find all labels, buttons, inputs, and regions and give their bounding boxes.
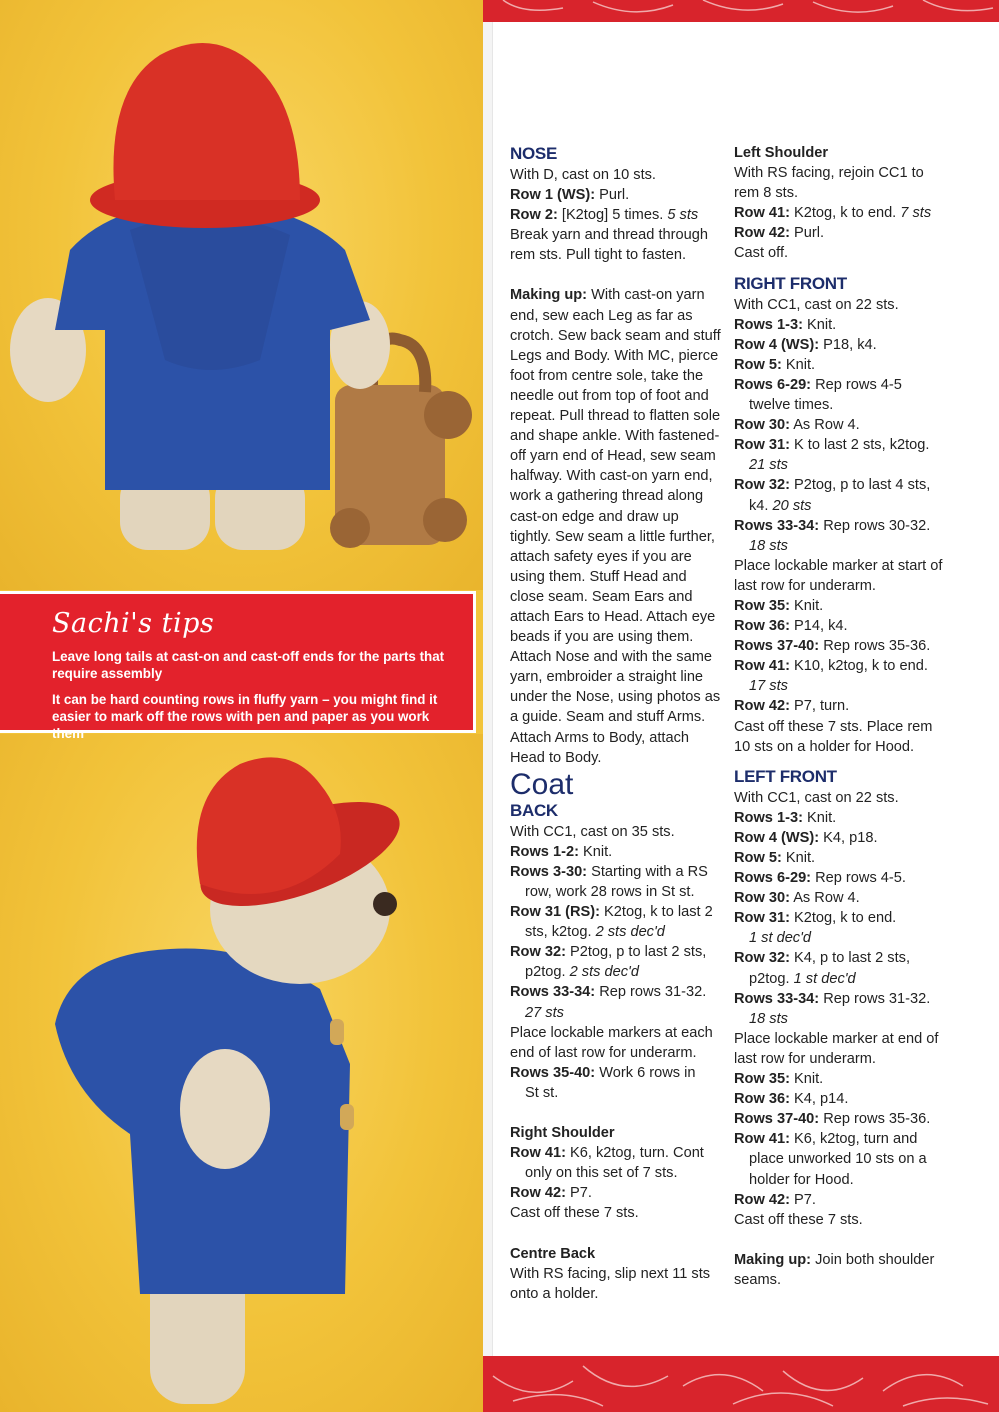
instruction <box>510 185 722 205</box>
row-label: Row 30: <box>734 890 790 907</box>
row-text: K10, k2tog, k to end. <box>789 658 928 675</box>
row-label: Rows 33-34: <box>734 517 820 534</box>
instruction <box>734 636 946 656</box>
row-label: Row 35: <box>734 597 790 614</box>
instruction <box>734 475 946 495</box>
instruction-cont <box>734 928 946 948</box>
instruction <box>734 1129 946 1149</box>
row-label: Row 36: <box>734 618 790 635</box>
instruction <box>734 415 946 435</box>
tip-item: It can be hard counting rows in fluffy yarn – you might find it easier to mark off the rows with pen and paper as you work them <box>52 692 438 741</box>
stitch-count: 18 sts <box>749 537 788 554</box>
instruction-cont: place unworked 10 sts on a holder for Hood. <box>749 1151 927 1188</box>
row-text: Starting with a RS <box>587 863 708 880</box>
row-label: Row 31: <box>734 910 790 927</box>
row-text: With cast-on yarn end, sew each Leg as far as crotch. Sew back seam and stuff Legs and Body. With MC, pierce foot from centre sole, take the needle out from top of foot and repeat. Pull thread to flatten sole and shape ankle. With fastened-off yarn end of Head, sew seam halfway. With cast-on yarn end, work a gathering thread along cast-on edge and draw up tightly. Sew seam a little further, attach safety eyes if you are using them. Stuff Head and close seam. Seam Ears and attach Ears to Head. Attach eye beads if you are using them. Attach Nose and with the same yarn, embroider a straight line under the Nose, using photos as a guide. Seam and stuff Arms. Attach Arms to Body, attach Head to Body. <box>510 287 721 766</box>
row-label: Row 41: <box>510 1145 566 1162</box>
row-text: P2tog, p to last 2 sts, <box>565 944 707 961</box>
row-text: Purl. <box>789 225 825 242</box>
row-label: Rows 1-2: <box>510 843 579 860</box>
instruction-cont: twelve times. <box>749 397 834 414</box>
row-label: Row 32: <box>510 944 566 961</box>
row-label: Row 31 (RS): <box>510 904 600 921</box>
instruction-cont <box>734 676 946 696</box>
stitch-count: 27 sts <box>525 1004 564 1021</box>
stitch-count: 18 sts <box>749 1010 788 1027</box>
row-label: Making up: <box>510 287 588 304</box>
instruction-cont <box>734 455 946 475</box>
row-text: Rep rows 31-32. <box>819 990 931 1007</box>
stitch-count: 17 sts <box>749 678 788 695</box>
instruction-cont <box>510 1003 722 1023</box>
instruction-cont <box>734 969 946 989</box>
row-label: Row 1 (WS): <box>510 187 596 204</box>
instruction: Place lockable markers at each end of last row for underarm. <box>510 1024 713 1061</box>
instruction <box>734 1069 946 1089</box>
row-label: Rows 3-30: <box>510 863 588 880</box>
pattern-column-2 <box>734 143 946 1290</box>
instruction <box>734 848 946 868</box>
instruction-cont: only on this set of 7 sts. <box>525 1165 678 1182</box>
row-text: P7. <box>789 1191 816 1208</box>
instruction-cont <box>510 962 722 982</box>
instruction <box>734 596 946 616</box>
row-label: Row 42: <box>734 698 790 715</box>
row-label: Row 36: <box>734 1091 790 1108</box>
instruction <box>734 435 946 455</box>
instruction <box>510 842 722 862</box>
row-label: Row 32: <box>734 950 790 967</box>
row-text: K4, p to last 2 sts, <box>789 950 911 967</box>
instruction <box>510 1183 722 1203</box>
instruction <box>734 989 946 1009</box>
page-gutter <box>483 0 493 1412</box>
row-label: Row 35: <box>734 1071 790 1088</box>
row-text: Knit. <box>781 356 816 373</box>
row-label: Row 5: <box>734 356 782 373</box>
instruction <box>734 1109 946 1129</box>
row-label: Rows 33-34: <box>734 990 820 1007</box>
instruction: Place lockable marker at start of last row for underarm. <box>734 557 943 594</box>
instruction <box>734 868 946 888</box>
row-text: [K2tog] 5 times. <box>557 207 668 224</box>
row-text: Rep rows 35-36. <box>819 1111 931 1128</box>
row-text: Rep rows 35-36. <box>819 638 931 655</box>
decorative-band-bottom <box>483 1356 999 1412</box>
row-label: Row 4 (WS): <box>734 829 820 846</box>
row-text: P18, k4. <box>819 336 877 353</box>
instruction <box>734 1190 946 1210</box>
instruction-cont <box>734 1009 946 1029</box>
instruction: With CC1, cast on 35 sts. <box>510 823 675 840</box>
row-text: As Row 4. <box>789 417 860 434</box>
instruction: With CC1, cast on 22 sts. <box>734 296 899 313</box>
instruction: Cast off these 7 sts. <box>734 1211 863 1228</box>
instruction <box>510 862 722 882</box>
row-label: Rows 1-3: <box>734 809 803 826</box>
instruction: Cast off these 7 sts. <box>510 1205 639 1222</box>
instruction: With CC1, cast on 22 sts. <box>734 789 899 806</box>
tips-box <box>0 591 476 741</box>
heading-left-shoulder: Left Shoulder <box>734 145 829 161</box>
row-text: Rep rows 4-5. <box>811 870 906 887</box>
row-text: Join both shoulder seams. <box>734 1251 935 1288</box>
tip-item: Leave long tails at cast-on and cast-off ends for the parts that require assembly <box>52 649 445 681</box>
stitch-count: 5 sts <box>667 207 699 224</box>
row-text: sts, k2tog. <box>525 924 596 941</box>
row-text: P2tog, p to last 4 sts, <box>789 477 931 494</box>
row-text: Knit. <box>802 809 837 826</box>
instruction: With RS facing, slip next 11 sts onto a holder. <box>510 1265 711 1302</box>
bear-side-photo <box>0 734 490 1412</box>
instruction: Cast off these 7 sts. Place rem 10 sts on a holder for Hood. <box>734 718 933 755</box>
instruction <box>734 315 946 335</box>
heading-nose: NOSE <box>510 144 557 163</box>
row-text: Knit. <box>781 850 816 866</box>
instruction <box>734 203 946 223</box>
instruction-cont <box>734 496 946 516</box>
row-text: K6, k2tog, turn and <box>789 1131 918 1148</box>
row-text: K4, p18. <box>819 829 878 846</box>
row-label: Row 31: <box>734 437 790 454</box>
row-label: Row 42: <box>734 225 790 242</box>
instruction <box>734 696 946 716</box>
instruction: With D, cast on 10 sts. <box>510 167 656 183</box>
pattern-column-1 <box>510 143 722 1304</box>
instruction <box>734 355 946 375</box>
row-label: Rows 1-3: <box>734 316 803 333</box>
instruction-cont <box>734 536 946 556</box>
instruction <box>510 205 722 225</box>
row-text: Rep rows 4-5 <box>811 376 902 393</box>
row-label: Row 41: <box>734 658 790 675</box>
row-text: k4. <box>749 497 773 514</box>
row-label: Row 42: <box>510 1185 566 1202</box>
row-text: K4, p14. <box>789 1091 849 1108</box>
row-text: Work 6 rows in <box>595 1064 696 1081</box>
row-text: Purl. <box>595 187 630 204</box>
instruction <box>734 375 946 395</box>
instruction: Cast off. <box>734 245 789 262</box>
row-text: K2tog, k to end. <box>789 910 897 927</box>
instruction <box>734 335 946 355</box>
stitch-count: 1 st dec'd <box>793 970 856 987</box>
row-label: Rows 37-40: <box>734 638 820 655</box>
heading-right-front: RIGHT FRONT <box>734 273 847 293</box>
row-text: P7. <box>565 1185 592 1202</box>
instruction <box>734 948 946 968</box>
instruction <box>734 808 946 828</box>
bear-back-photo <box>0 0 490 590</box>
stitch-count: 7 sts <box>900 205 932 222</box>
instruction <box>734 888 946 908</box>
instruction: Place lockable marker at end of last row for underarm. <box>734 1030 939 1067</box>
row-label: Rows 33-34: <box>510 984 596 1001</box>
instruction <box>510 1063 722 1083</box>
row-label: Row 41: <box>734 1131 790 1148</box>
row-label: Rows 6-29: <box>734 376 812 393</box>
stitch-count: 2 sts dec'd <box>569 964 639 981</box>
row-label: Row 41: <box>734 205 790 222</box>
row-text: p2tog. <box>525 964 570 981</box>
instruction <box>510 982 722 1002</box>
instruction <box>734 656 946 676</box>
instruction <box>734 223 946 243</box>
stitch-count: 21 sts <box>749 457 788 474</box>
instruction: With RS facing, rejoin CC1 to rem 8 sts. <box>734 165 924 202</box>
decorative-band-top <box>483 0 999 22</box>
row-label: Row 32: <box>734 477 790 494</box>
stitch-count: 1 st dec'd <box>749 930 812 947</box>
row-label: Row 4 (WS): <box>734 336 820 353</box>
row-text: P14, k4. <box>789 618 848 635</box>
heading-coat: Coat <box>510 767 574 801</box>
row-text: K to last 2 sts, k2tog. <box>789 437 930 454</box>
row-label: Rows 37-40: <box>734 1111 820 1128</box>
instruction <box>734 616 946 636</box>
row-text: Rep rows 30-32. <box>819 517 931 534</box>
row-label: Rows 35-40: <box>510 1064 596 1081</box>
heading-left-front: LEFT FRONT <box>734 766 837 786</box>
instruction: Break yarn and thread through rem sts. Pull tight to fasten. <box>510 227 708 264</box>
row-text: K2tog, k to end. <box>789 205 901 222</box>
row-text: Knit. <box>789 597 824 614</box>
heading-centre-back: Centre Back <box>510 1245 596 1262</box>
instruction-cont: St st. <box>525 1084 559 1101</box>
row-label: Rows 6-29: <box>734 870 812 887</box>
row-label: Row 2: <box>510 207 558 224</box>
instruction <box>510 902 722 922</box>
row-text: Rep rows 31-32. <box>595 984 707 1001</box>
tips-title: Sachi's tips <box>52 608 215 639</box>
making-up-instruction <box>734 1250 946 1290</box>
row-text: K6, k2tog, turn. Cont <box>565 1145 704 1162</box>
row-label: Row 30: <box>734 417 790 434</box>
instruction <box>510 942 722 962</box>
instruction <box>734 828 946 848</box>
row-text: p2tog. <box>749 970 794 987</box>
row-text: P7, turn. <box>789 698 850 715</box>
row-text: Knit. <box>802 316 837 333</box>
row-text: Knit. <box>789 1071 824 1088</box>
instruction <box>734 908 946 928</box>
row-label: Row 42: <box>734 1191 790 1208</box>
heading-back: BACK <box>510 800 558 820</box>
instruction-cont <box>510 922 722 942</box>
stitch-count: 2 sts dec'd <box>595 924 665 941</box>
heading-right-shoulder: Right Shoulder <box>510 1125 615 1142</box>
making-up-instruction <box>510 285 722 767</box>
row-text: Knit. <box>578 843 613 860</box>
instruction <box>734 516 946 536</box>
row-text: K2tog, k to last 2 <box>600 904 713 921</box>
instruction <box>510 1143 722 1163</box>
instruction-cont: row, work 28 rows in St st. <box>525 884 695 900</box>
row-label: Making up: <box>734 1251 812 1268</box>
row-text: As Row 4. <box>789 890 860 907</box>
row-label: Row 5: <box>734 850 782 866</box>
instruction <box>734 1089 946 1109</box>
stitch-count: 20 sts <box>772 497 812 514</box>
